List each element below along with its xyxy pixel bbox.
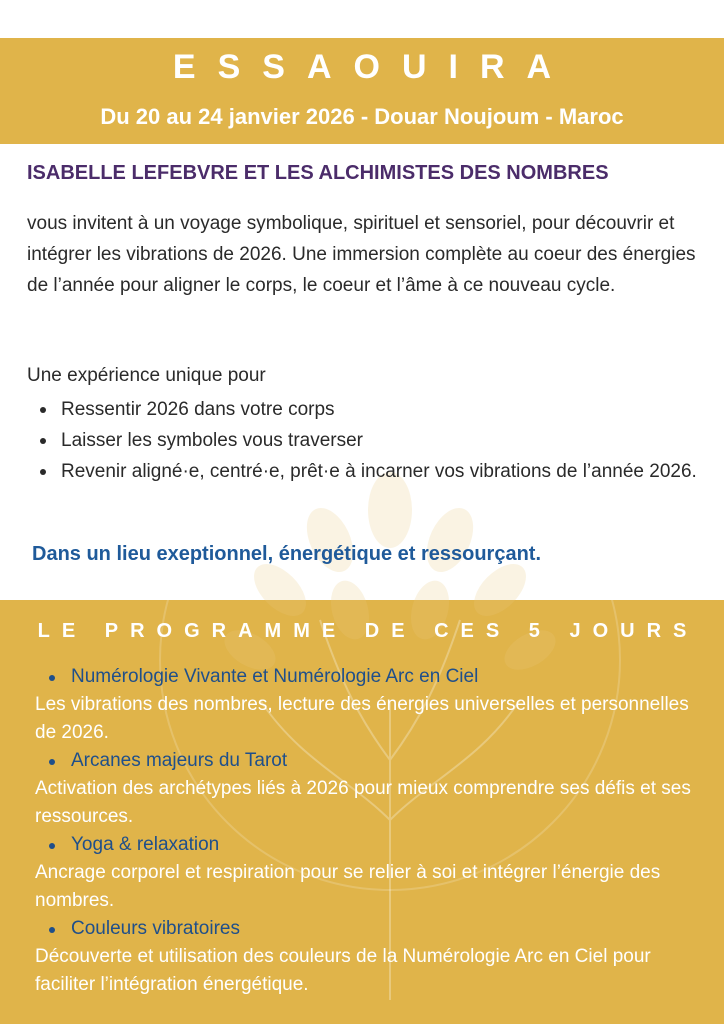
list-item: Ressentir 2026 dans votre corps (27, 394, 717, 425)
programme-item-title: Yoga & relaxation (35, 831, 705, 859)
list-item: Laisser les symboles vous traverser (27, 425, 717, 456)
programme-item-description: Activation des archétypes liés à 2026 pour mieux comprendre ses défis et ses ressources. (35, 778, 691, 827)
programme-item-title: Arcanes majeurs du Tarot (35, 747, 705, 775)
programme-item-tarot (35, 747, 705, 831)
programme-item-yoga (35, 831, 705, 915)
programme-item-title: Numérologie Vivante et Numérologie Arc en Ciel (35, 663, 705, 691)
programme-title: LE PROGRAMME DE CES 5 JOURS (37, 620, 699, 642)
intro-paragraph (27, 208, 717, 301)
event-dates-location: Du 20 au 24 janvier 2026 - Douar Noujoum - Maroc (100, 104, 624, 129)
venue-tagline: Dans un lieu exeptionnel, énergétique et ressourçant. (32, 543, 542, 565)
programme-item-title: Couleurs vibratoires (35, 915, 705, 943)
programme-item-description: Les vibrations des nombres, lecture des énergies universelles et personnelles de 2026. (35, 694, 689, 743)
programme-item-description: Ancrage corporel et respiration pour se relier à soi et intégrer l’énergie des nombres. (35, 862, 661, 911)
experience-list (27, 394, 717, 487)
experience-label: Une expérience unique pour (27, 365, 266, 386)
programme-item-couleurs (35, 915, 705, 999)
organizer-heading: ISABELLE LEFEBVRE ET LES ALCHIMISTES DES NOMBRES (27, 162, 609, 184)
programme-list (35, 663, 705, 999)
list-item: Revenir aligné·e, centré·e, prêt·e à incarner vos vibrations de l’année 2026. (27, 456, 717, 487)
programme-item-numerologie (35, 663, 705, 747)
page-title: ESSAOUIRA (172, 48, 574, 86)
intro-text: vous invitent à un voyage symbolique, spirituel et sensoriel, pour découvrir et intégrer les vibrations de 2026. Une immersion complète au coeur des énergies de l’année pour aligner le corps, le coeur et l’âme à ce nouveau cycle. (27, 213, 696, 296)
programme-item-description: Découverte et utilisation des couleurs de la Numérologie Arc en Ciel pour faciliter l’intégration énergétique. (35, 946, 651, 995)
